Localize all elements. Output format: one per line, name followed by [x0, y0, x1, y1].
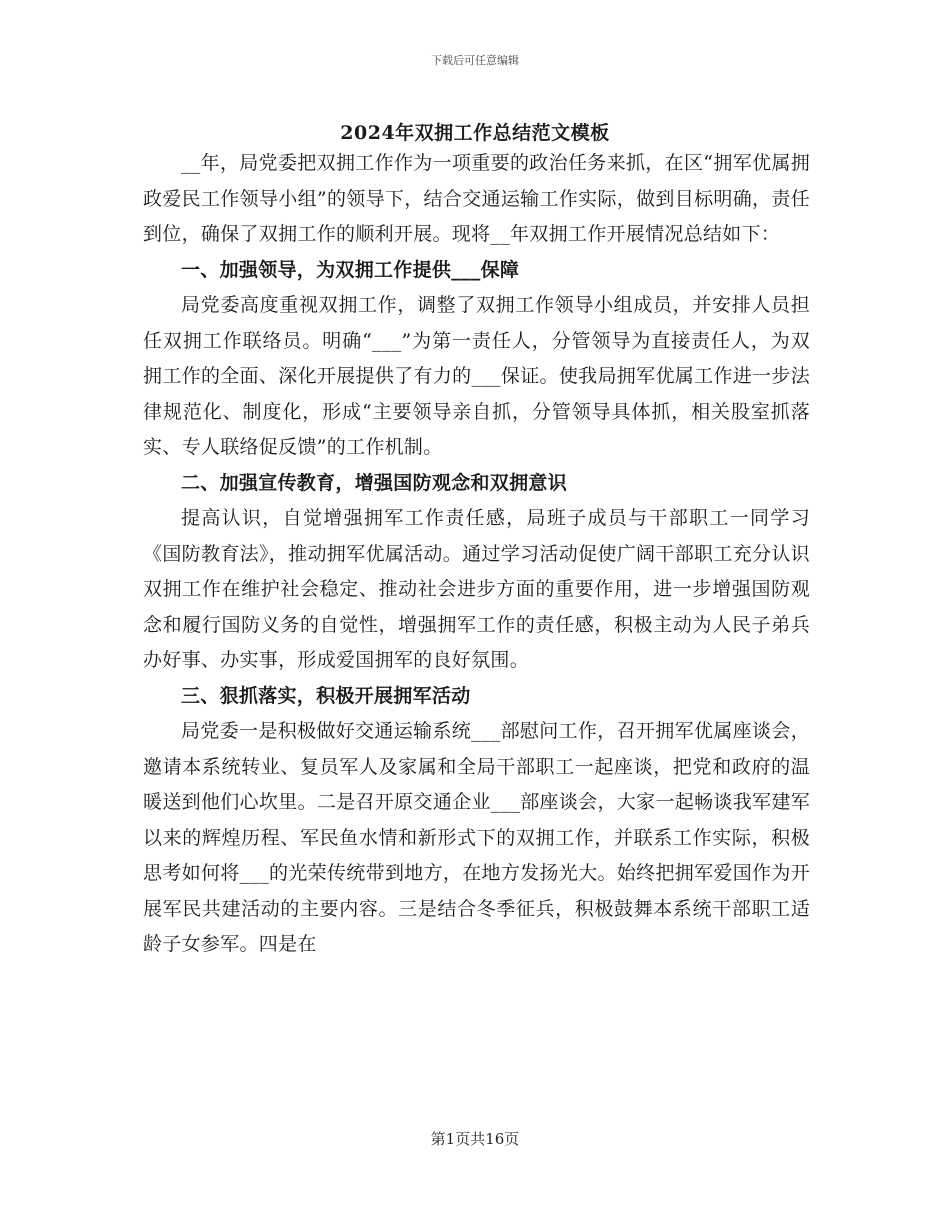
- page-footer: 第1页共16页: [430, 1130, 520, 1148]
- section-2-text: 提高认识，自觉增强拥军工作责任感，局班子成员与干部职工一同学习《国防教育法》，推动拥军优属活动。通过学习活动促使广阔干部职工充分认识双拥工作在维护社会稳定、推动社会进步方面的重要作用，进一步增强国防观念和履行国防义务的自觉性，增强拥军工作的责任感，积极主动为人民子弟兵办好事、办实事，形成爱国拥军的良好氛围。: [143, 507, 810, 671]
- document-body: [143, 146, 810, 963]
- document-title: 2024年双拥工作总结范文模板: [340, 122, 610, 144]
- section-3-heading: 三、狠抓落实，积极开展拥军活动: [181, 684, 471, 707]
- header-note: 下载后可任意编辑: [431, 54, 519, 67]
- section-3-text: 局党委一是积极做好交通运输系统___部慰问工作，召开拥军优属座谈会，邀请本系统转业、复员军人及家属和全局干部职工一起座谈，把党和政府的温暖送到他们心坎里。二是召开原交通企业___部座谈会，大家一起畅谈我军建军以来的辉煌历程、军民鱼水情和新形式下的双拥工作，并联系工作实际，积极思考如何将___的光荣传统带到地方，在地方发扬光大。始终把拥军爱国作为开展军民共建活动的主要内容。三是结合冬季征兵，积极鼓舞本系统干部职工适龄子女参军。四是在: [143, 720, 810, 955]
- intro-paragraph: __年，局党委把双拥工作作为一项重要的政治任务来抓，在区“拥军优属拥政爱民工作领导小组”的领导下，结合交通运输工作实际，做到目标明确，责任到位，确保了双拥工作的顺利开展。现将__年双拥工作开展情况总结如下：: [143, 152, 810, 245]
- section-1-heading: 一、加强领导，为双拥工作提供___保障: [181, 258, 520, 281]
- section-2-heading: 二、加强宣传教育，增强国防观念和双拥意识: [181, 471, 568, 494]
- section-1-text: 局党委高度重视双拥工作，调整了双拥工作领导小组成员，并安排人员担任双拥工作联络员。明确“___”为第一责任人，分管领导为直接责任人，为双拥工作的全面、深化开展提供了有力的___保证。使我局拥军优属工作进一步法律规范化、制度化，形成“主要领导亲自抓，分管领导具体抓，相关股室抓落实、专人联络促反馈”的工作机制。: [143, 294, 810, 458]
